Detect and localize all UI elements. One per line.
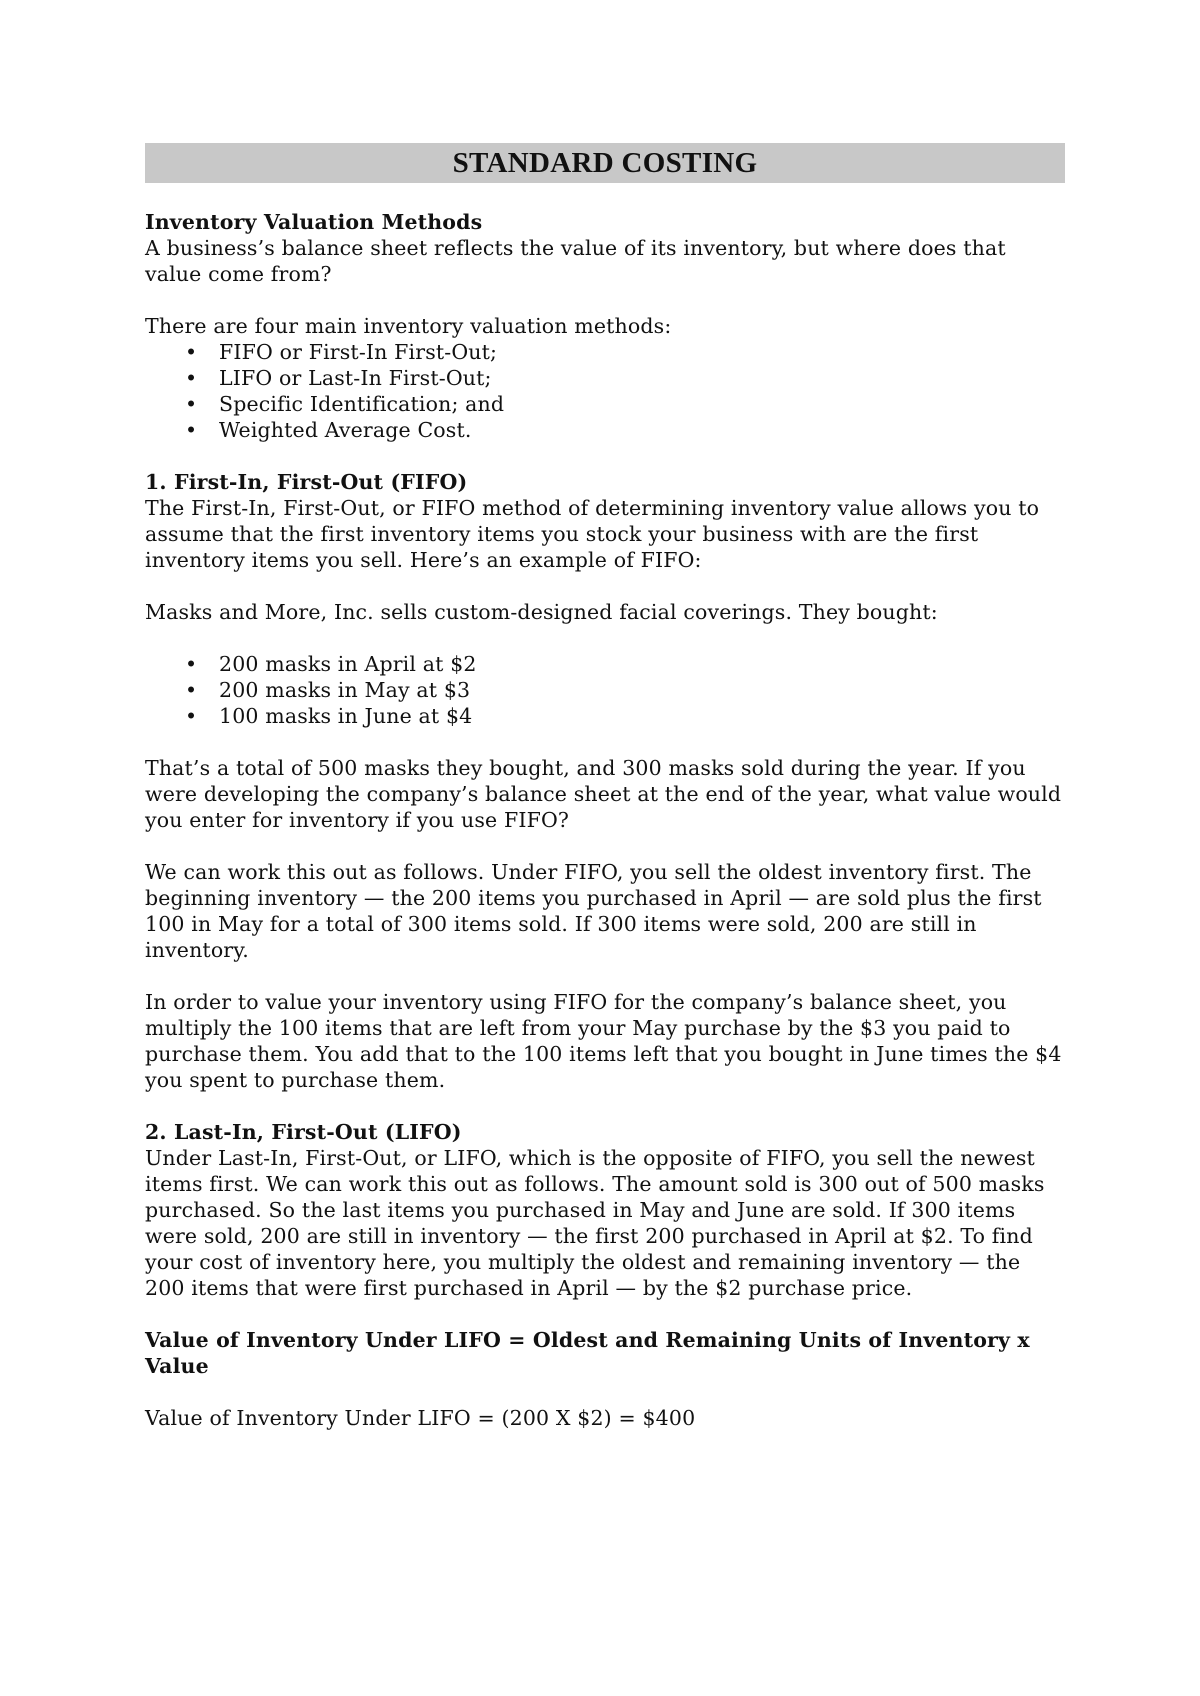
fifo-paragraph-5: In order to value your inventory using FIFO for the company’s balance sheet, you multiply the 100 items that are left from your May purchase by the $3 you paid to purchase them. You add that to the 100 items left that you bought in June times the $4 you spent to purchase them. xyxy=(145,990,1062,1092)
bullet-icon: • xyxy=(185,678,198,702)
bullet-icon: • xyxy=(185,392,198,416)
section-heading-lifo: 2. Last-In, First-Out (LIFO) xyxy=(145,1120,462,1144)
list-item: • 200 masks in May at $3 xyxy=(145,677,1065,703)
fifo-paragraph-1: The First-In, First-Out, or FIFO method of determining inventory value allows you to assume that the first inventory items you stock your business with are the first inventory items you sell. Here’s an example of FIFO: xyxy=(145,496,1040,572)
list-item: • 200 masks in April at $2 xyxy=(145,651,1065,677)
bullet-icon: • xyxy=(185,366,198,390)
fifo-paragraph-3: That’s a total of 500 masks they bought, and 300 masks sold during the year. If you were developing the company’s balance sheet at the end of the year, what value would you enter for inventory if you use FIFO? xyxy=(145,756,1062,832)
list-item: • LIFO or Last-In First-Out; xyxy=(145,365,1065,391)
list-item: • Specific Identification; and xyxy=(145,391,1065,417)
lifo-formula-heading: Value of Inventory Under LIFO = Oldest and Remaining Units of Inventory x Value xyxy=(145,1328,1030,1378)
methods-list xyxy=(145,339,1065,443)
bullet-icon: • xyxy=(185,652,198,676)
list-item: • Weighted Average Cost. xyxy=(145,417,1065,443)
fifo-paragraph-4: We can work this out as follows. Under FIFO, you sell the oldest inventory first. The beginning inventory — the 200 items you purchased in April — are sold plus the first 100 in May for a total of 300 items sold. If 300 items were sold, 200 are still in inventory. xyxy=(145,860,1042,962)
bullet-icon: • xyxy=(185,704,198,728)
lifo-paragraph-1: Under Last-In, First-Out, or LIFO, which is the opposite of FIFO, you sell the newest items first. We can work this out as follows. The amount sold is 300 out of 500 masks purchased. So the last items you purchased in May and June are sold. If 300 items were sold, 200 are still in inventory — the first 200 purchased in April at $2. To find your cost of inventory here, you multiply the oldest and remaining inventory — the 200 items that were first purchased in April — by the $2 purchase price. xyxy=(145,1146,1045,1300)
list-item: • 100 masks in June at $4 xyxy=(145,703,1065,729)
intro-paragraph: A business’s balance sheet reflects the value of its inventory, but where does that value come from? xyxy=(145,236,1006,286)
fifo-paragraph-2: Masks and More, Inc. sells custom-designed facial coverings. They bought: xyxy=(145,600,938,624)
document-title: STANDARD COSTING xyxy=(145,143,1065,183)
section-heading-inventory-valuation: Inventory Valuation Methods xyxy=(145,210,483,234)
bullet-icon: • xyxy=(185,340,198,364)
document-page xyxy=(145,143,1065,1431)
bullet-icon: • xyxy=(185,418,198,442)
section-heading-fifo: 1. First-In, First-Out (FIFO) xyxy=(145,470,468,494)
methods-intro: There are four main inventory valuation methods: xyxy=(145,314,672,338)
lifo-formula-result: Value of Inventory Under LIFO = (200 X $2) = $400 xyxy=(145,1406,696,1430)
list-item: • FIFO or First-In First-Out; xyxy=(145,339,1065,365)
purchases-list xyxy=(145,651,1065,729)
